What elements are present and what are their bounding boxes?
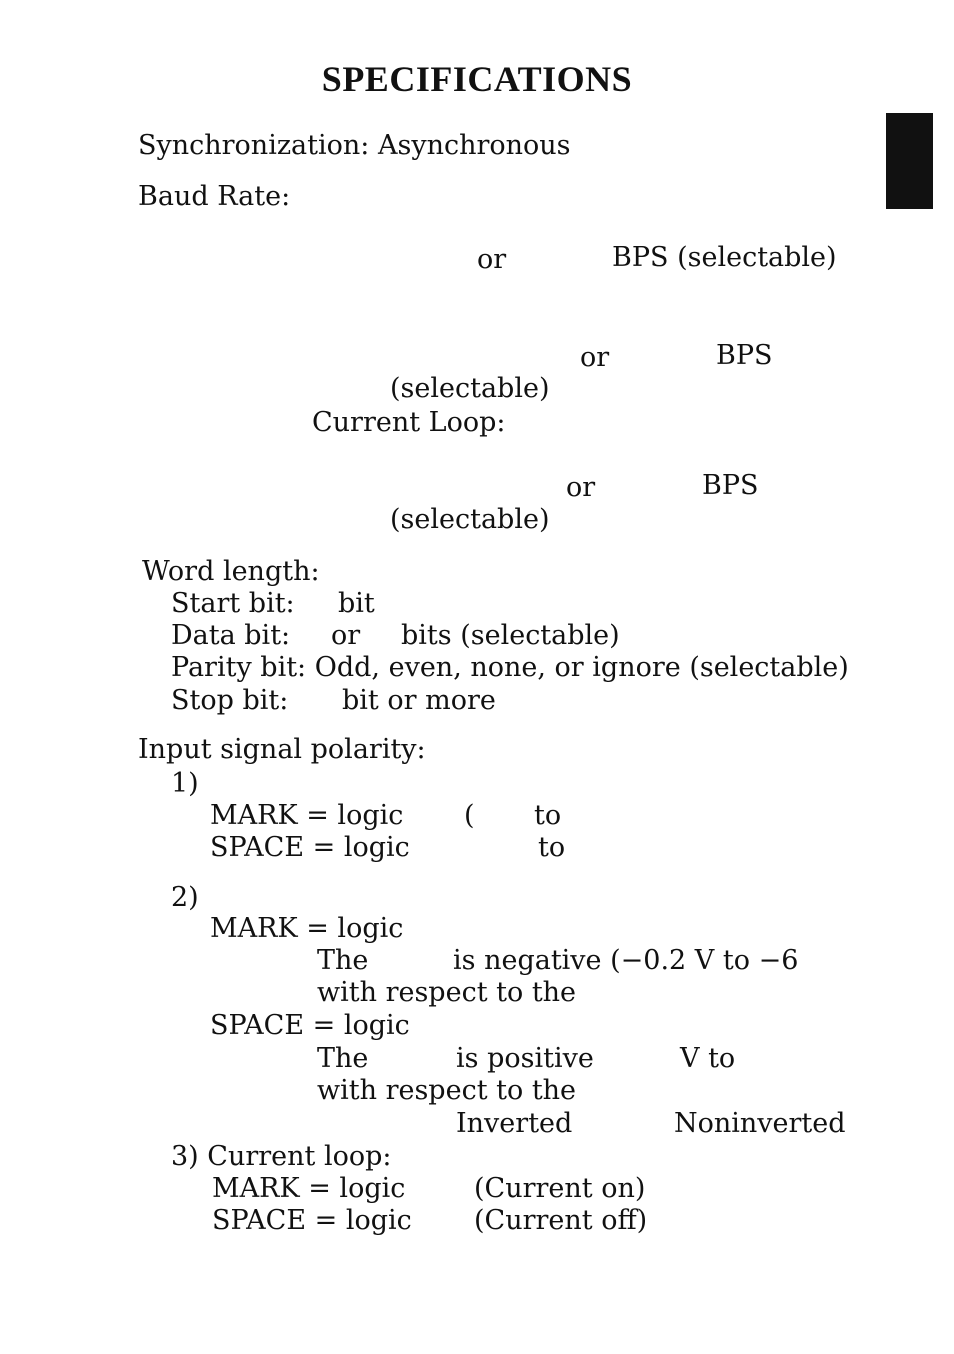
input-polarity-label: Input signal polarity: bbox=[138, 734, 426, 765]
baud-or-3: or bbox=[566, 472, 596, 503]
mark-2-wrt: with respect to the bbox=[317, 977, 577, 1008]
space-2-the: The bbox=[317, 1043, 369, 1074]
page-title: SPECIFICATIONS bbox=[321, 59, 633, 99]
stop-bit-label: Stop bit: bbox=[171, 685, 289, 716]
mark-2-negative: is negative (−0.2 V to −6 bbox=[453, 945, 799, 976]
selectable-3: (selectable) bbox=[390, 504, 550, 535]
start-bit-value: bit bbox=[338, 588, 375, 619]
mark-1: MARK = logic bbox=[210, 800, 404, 831]
stop-bit-value: bit or more bbox=[342, 685, 496, 716]
item-3-current-loop: 3) Current loop: bbox=[171, 1141, 392, 1172]
space-2: SPACE = logic bbox=[210, 1010, 410, 1041]
parity-bit-line: Parity bit: Odd, even, none, or ignore (selectable) bbox=[171, 652, 849, 683]
current-off: (Current off) bbox=[474, 1205, 648, 1236]
space-2-wrt: with respect to the bbox=[317, 1075, 577, 1106]
baud-bps-1: BPS (selectable) bbox=[612, 242, 837, 273]
current-loop-label: Current Loop: bbox=[312, 407, 506, 438]
inverted-label: Inverted bbox=[456, 1108, 573, 1139]
data-bit-or: or bbox=[331, 620, 361, 651]
synchronization-line: Synchronization: Asynchronous bbox=[138, 130, 571, 161]
mark-3: MARK = logic bbox=[212, 1173, 406, 1204]
space-1: SPACE = logic bbox=[210, 832, 410, 863]
item-2-number: 2) bbox=[171, 882, 199, 913]
start-bit-label: Start bit: bbox=[171, 588, 295, 619]
space-3: SPACE = logic bbox=[212, 1205, 412, 1236]
baud-bps-3: BPS bbox=[702, 470, 759, 501]
baud-or-2: or bbox=[580, 342, 610, 373]
mark-2-the: The bbox=[317, 945, 369, 976]
baud-or-1: or bbox=[477, 244, 507, 275]
current-on: (Current on) bbox=[474, 1173, 646, 1204]
mark-1-to: to bbox=[534, 800, 562, 831]
section-tab-marker bbox=[886, 113, 933, 209]
space-1-to: to bbox=[538, 832, 566, 863]
item-1-number: 1) bbox=[171, 768, 199, 799]
baud-bps-2: BPS bbox=[716, 340, 773, 371]
data-bit-label: Data bit: bbox=[171, 620, 291, 651]
noninverted-label: Noninverted bbox=[674, 1108, 846, 1139]
mark-2: MARK = logic bbox=[210, 913, 404, 944]
data-bit-value: bits (selectable) bbox=[401, 620, 620, 651]
space-2-positive: is positive bbox=[456, 1043, 594, 1074]
selectable-2: (selectable) bbox=[390, 373, 550, 404]
word-length-label: Word length: bbox=[142, 556, 320, 587]
baud-rate-label: Baud Rate: bbox=[138, 181, 291, 212]
space-2-vto: V to bbox=[680, 1043, 736, 1074]
mark-1-paren: ( bbox=[464, 800, 475, 831]
